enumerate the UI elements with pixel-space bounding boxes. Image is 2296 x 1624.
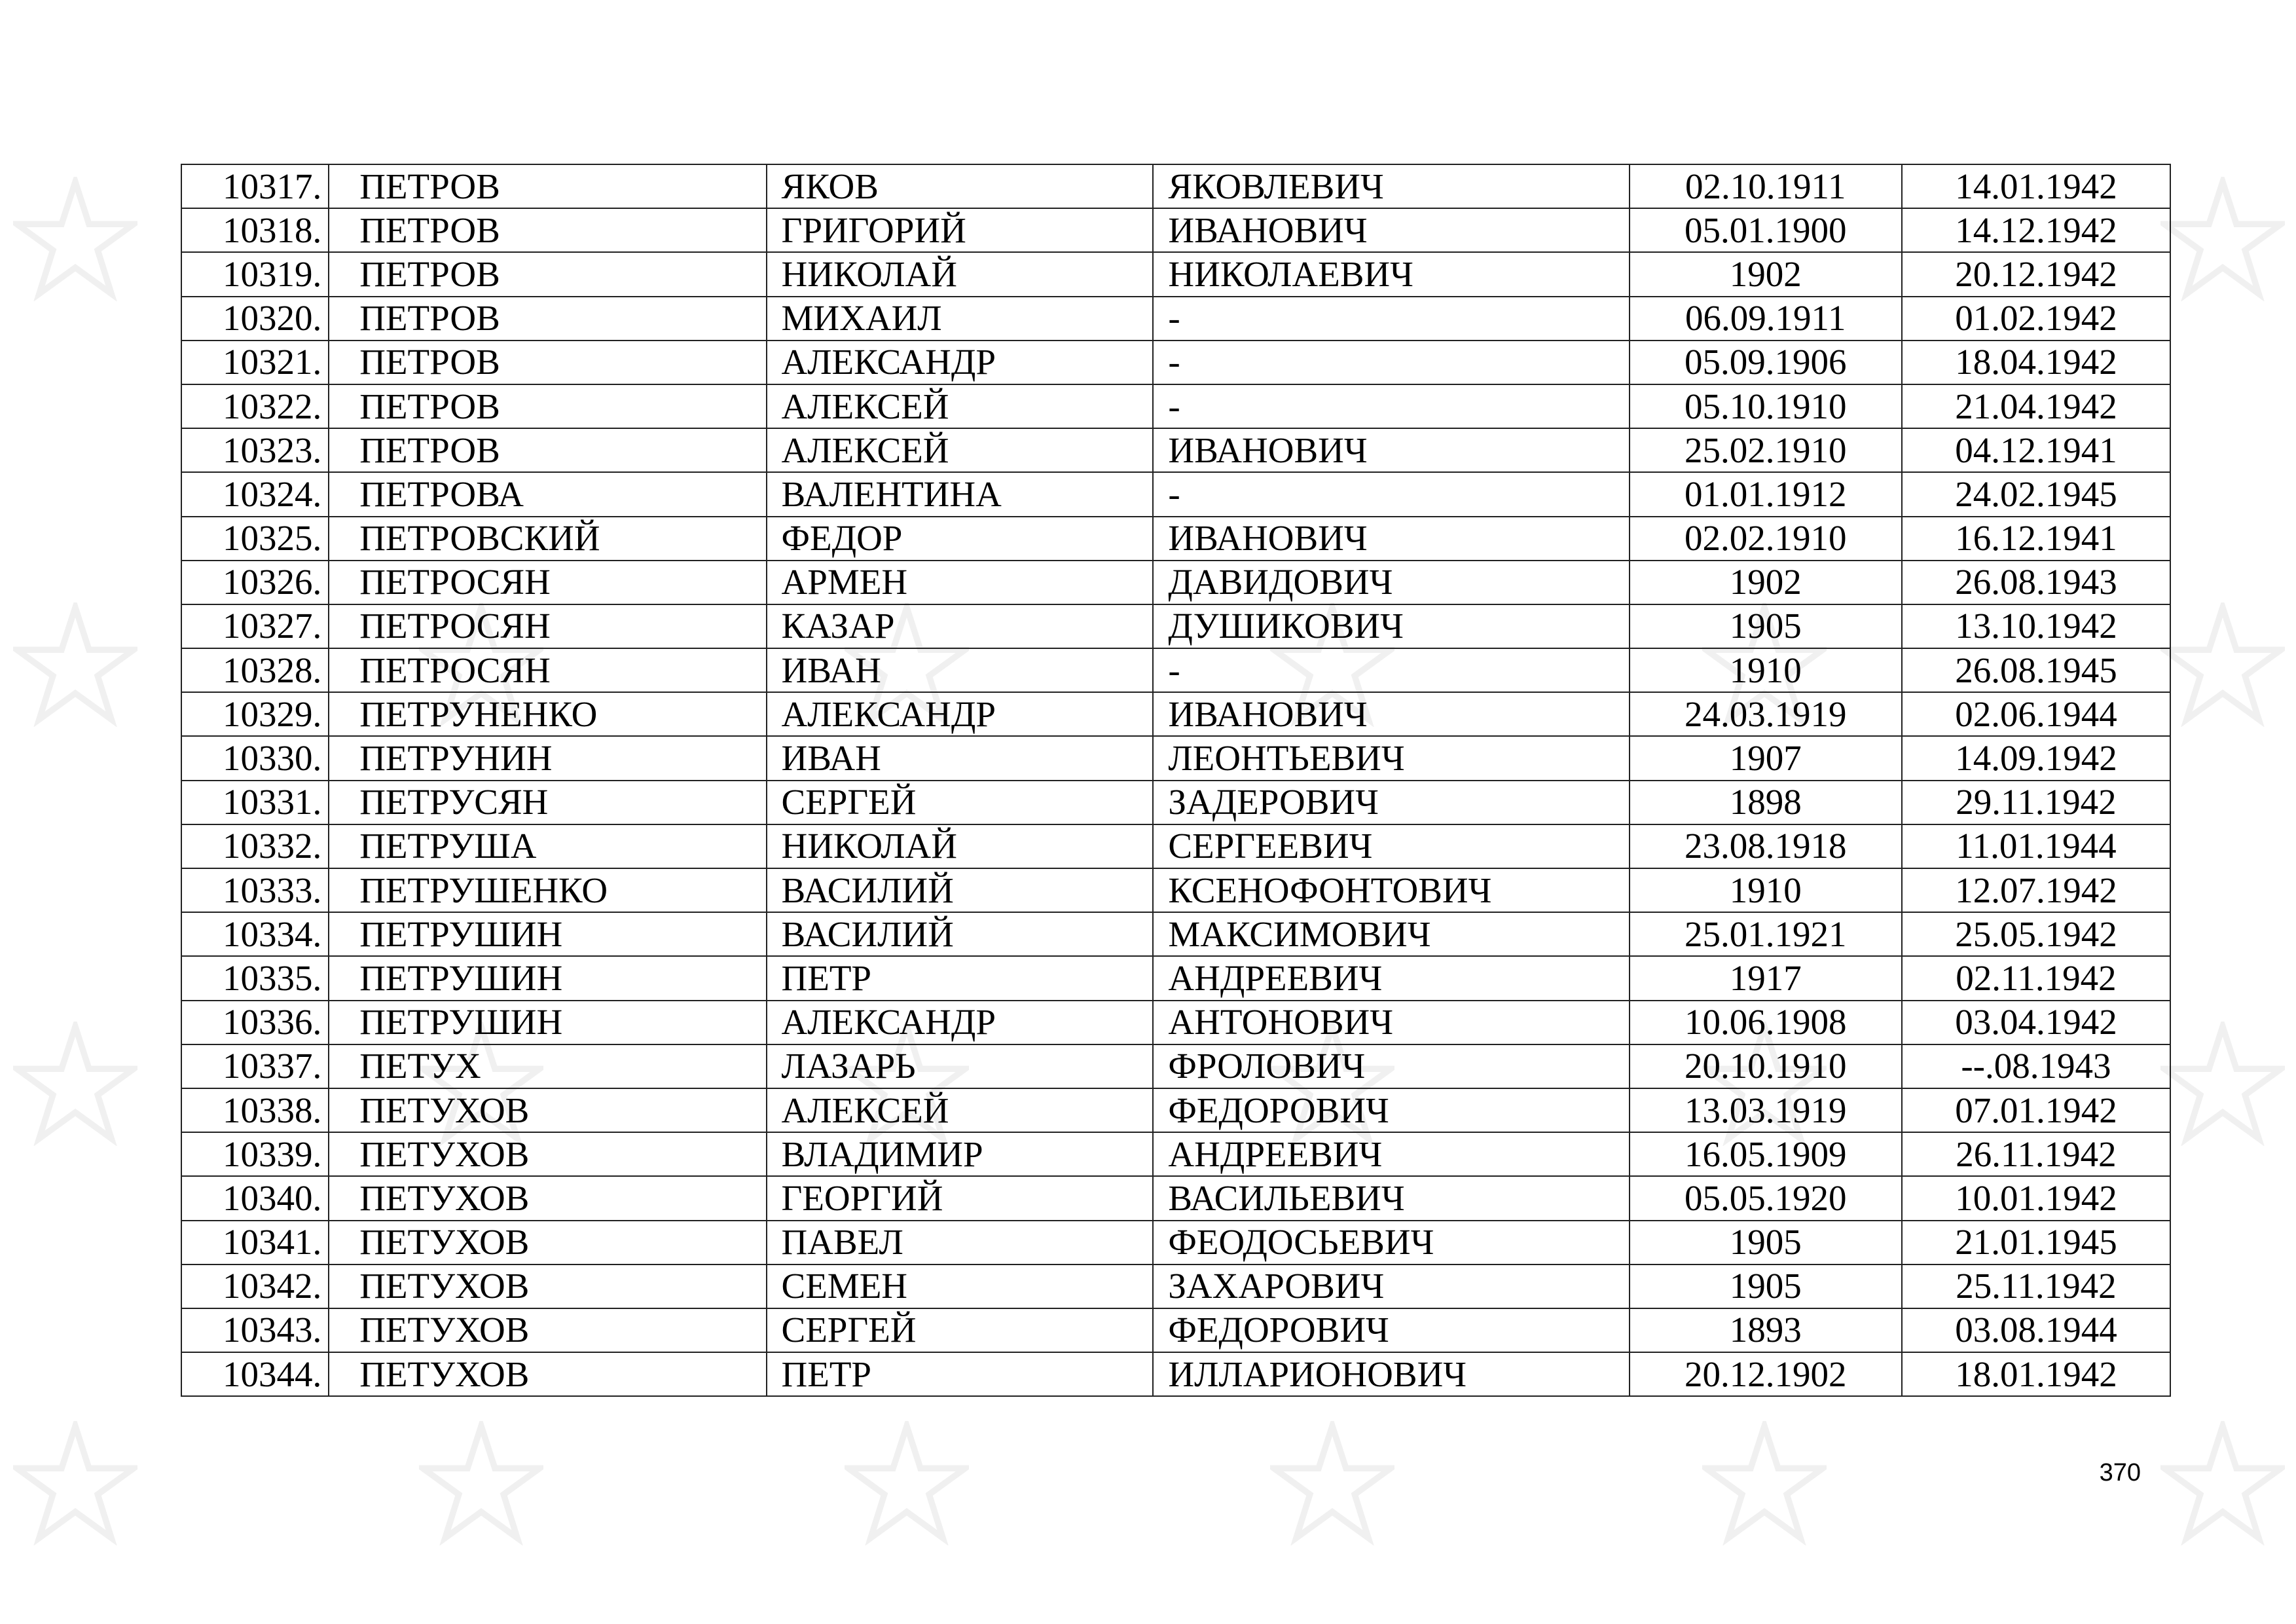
birth-date-cell: 02.02.1910 bbox=[1630, 517, 1902, 561]
birth-date-cell: 1902 bbox=[1630, 252, 1902, 296]
first-name-cell: АРМЕН bbox=[767, 561, 1154, 604]
patronymic-cell: - bbox=[1153, 297, 1629, 341]
record-number-cell: 10336. bbox=[181, 1001, 329, 1044]
first-name-cell: СЕРГЕЙ bbox=[767, 1308, 1154, 1352]
record-number-cell: 10340. bbox=[181, 1176, 329, 1220]
last-name-cell: ПЕТРОВ bbox=[329, 164, 766, 208]
patronymic-cell: ИВАНОВИЧ bbox=[1153, 428, 1629, 472]
birth-date-cell: 10.06.1908 bbox=[1630, 1001, 1902, 1044]
patronymic-cell: КСЕНОФОНТОВИЧ bbox=[1153, 868, 1629, 912]
record-number-cell: 10333. bbox=[181, 868, 329, 912]
last-name-cell: ПЕТРУНЕНКО bbox=[329, 692, 766, 736]
record-number-cell: 10321. bbox=[181, 341, 329, 384]
last-name-cell: ПЕТРОВ bbox=[329, 428, 766, 472]
record-number-cell: 10337. bbox=[181, 1044, 329, 1088]
birth-date-cell: 1910 bbox=[1630, 868, 1902, 912]
record-number-cell: 10338. bbox=[181, 1088, 329, 1132]
death-date-cell: 04.12.1941 bbox=[1902, 428, 2170, 472]
table-row bbox=[181, 428, 2170, 472]
star-watermark-icon bbox=[2160, 602, 2285, 727]
patronymic-cell: ИВАНОВИЧ bbox=[1153, 517, 1629, 561]
last-name-cell: ПЕТУХОВ bbox=[329, 1308, 766, 1352]
first-name-cell: АЛЕКСАНДР bbox=[767, 692, 1154, 736]
table-row bbox=[181, 1264, 2170, 1308]
table-row bbox=[181, 1088, 2170, 1132]
record-number-cell: 10339. bbox=[181, 1132, 329, 1176]
death-date-cell: 02.06.1944 bbox=[1902, 692, 2170, 736]
death-date-cell: --.08.1943 bbox=[1902, 1044, 2170, 1088]
record-number-cell: 10335. bbox=[181, 956, 329, 1000]
table-row bbox=[181, 781, 2170, 824]
first-name-cell: ГРИГОРИЙ bbox=[767, 208, 1154, 252]
table-row bbox=[181, 1352, 2170, 1396]
first-name-cell: ФЕДОР bbox=[767, 517, 1154, 561]
last-name-cell: ПЕТРОВ bbox=[329, 341, 766, 384]
first-name-cell: АЛЕКСЕЙ bbox=[767, 428, 1154, 472]
first-name-cell: НИКОЛАЙ bbox=[767, 252, 1154, 296]
last-name-cell: ПЕТРУШИН bbox=[329, 956, 766, 1000]
death-date-cell: 26.11.1942 bbox=[1902, 1132, 2170, 1176]
table-row bbox=[181, 341, 2170, 384]
table-row bbox=[181, 1176, 2170, 1220]
table-row bbox=[181, 868, 2170, 912]
last-name-cell: ПЕТРОВ bbox=[329, 297, 766, 341]
death-date-cell: 03.08.1944 bbox=[1902, 1308, 2170, 1352]
death-date-cell: 20.12.1942 bbox=[1902, 252, 2170, 296]
last-name-cell: ПЕТРУНИН bbox=[329, 736, 766, 780]
patronymic-cell: ЛЕОНТЬЕВИЧ bbox=[1153, 736, 1629, 780]
last-name-cell: ПЕТУХОВ bbox=[329, 1352, 766, 1396]
last-name-cell: ПЕТРОВ bbox=[329, 208, 766, 252]
star-watermark-icon bbox=[13, 1022, 137, 1146]
register-table bbox=[181, 164, 2171, 1397]
last-name-cell: ПЕТРУСЯН bbox=[329, 781, 766, 824]
table-row bbox=[181, 1221, 2170, 1264]
patronymic-cell: ВАСИЛЬЕВИЧ bbox=[1153, 1176, 1629, 1220]
death-date-cell: 14.01.1942 bbox=[1902, 164, 2170, 208]
death-date-cell: 16.12.1941 bbox=[1902, 517, 2170, 561]
death-date-cell: 18.01.1942 bbox=[1902, 1352, 2170, 1396]
birth-date-cell: 1898 bbox=[1630, 781, 1902, 824]
last-name-cell: ПЕТУХОВ bbox=[329, 1176, 766, 1220]
patronymic-cell: ИЛЛАРИОНОВИЧ bbox=[1153, 1352, 1629, 1396]
death-date-cell: 11.01.1944 bbox=[1902, 824, 2170, 868]
death-date-cell: 25.11.1942 bbox=[1902, 1264, 2170, 1308]
last-name-cell: ПЕТРУШИН bbox=[329, 912, 766, 956]
patronymic-cell: ЗАХАРОВИЧ bbox=[1153, 1264, 1629, 1308]
first-name-cell: СЕРГЕЙ bbox=[767, 781, 1154, 824]
page-number: 370 bbox=[2099, 1459, 2141, 1486]
birth-date-cell: 16.05.1909 bbox=[1630, 1132, 1902, 1176]
death-date-cell: 02.11.1942 bbox=[1902, 956, 2170, 1000]
patronymic-cell: ФРОЛОВИЧ bbox=[1153, 1044, 1629, 1088]
first-name-cell: ВАСИЛИЙ bbox=[767, 912, 1154, 956]
table-row bbox=[181, 384, 2170, 428]
last-name-cell: ПЕТРОСЯН bbox=[329, 561, 766, 604]
table-row bbox=[181, 517, 2170, 561]
first-name-cell: АЛЕКСЕЙ bbox=[767, 1088, 1154, 1132]
birth-date-cell: 06.09.1911 bbox=[1630, 297, 1902, 341]
last-name-cell: ПЕТУХОВ bbox=[329, 1132, 766, 1176]
patronymic-cell: - bbox=[1153, 341, 1629, 384]
table-row bbox=[181, 604, 2170, 648]
star-watermark-icon bbox=[1702, 1421, 1827, 1545]
table-row bbox=[181, 1001, 2170, 1044]
last-name-cell: ПЕТУХОВ bbox=[329, 1088, 766, 1132]
last-name-cell: ПЕТРОСЯН bbox=[329, 604, 766, 648]
patronymic-cell: АНДРЕЕВИЧ bbox=[1153, 956, 1629, 1000]
record-number-cell: 10332. bbox=[181, 824, 329, 868]
patronymic-cell: - bbox=[1153, 384, 1629, 428]
death-date-cell: 26.08.1943 bbox=[1902, 561, 2170, 604]
first-name-cell: ГЕОРГИЙ bbox=[767, 1176, 1154, 1220]
birth-date-cell: 1902 bbox=[1630, 561, 1902, 604]
patronymic-cell: ИВАНОВИЧ bbox=[1153, 208, 1629, 252]
patronymic-cell: НИКОЛАЕВИЧ bbox=[1153, 252, 1629, 296]
table-row bbox=[181, 912, 2170, 956]
birth-date-cell: 13.03.1919 bbox=[1630, 1088, 1902, 1132]
record-number-cell: 10322. bbox=[181, 384, 329, 428]
table-row bbox=[181, 648, 2170, 692]
patronymic-cell: АНДРЕЕВИЧ bbox=[1153, 1132, 1629, 1176]
death-date-cell: 03.04.1942 bbox=[1902, 1001, 2170, 1044]
table-row bbox=[181, 1044, 2170, 1088]
birth-date-cell: 05.10.1910 bbox=[1630, 384, 1902, 428]
first-name-cell: ЯКОВ bbox=[767, 164, 1154, 208]
first-name-cell: ПЕТР bbox=[767, 956, 1154, 1000]
death-date-cell: 18.04.1942 bbox=[1902, 341, 2170, 384]
record-number-cell: 10317. bbox=[181, 164, 329, 208]
record-number-cell: 10320. bbox=[181, 297, 329, 341]
record-number-cell: 10331. bbox=[181, 781, 329, 824]
record-number-cell: 10319. bbox=[181, 252, 329, 296]
last-name-cell: ПЕТРОСЯН bbox=[329, 648, 766, 692]
star-watermark-icon bbox=[2160, 1022, 2285, 1146]
record-number-cell: 10318. bbox=[181, 208, 329, 252]
first-name-cell: ПАВЕЛ bbox=[767, 1221, 1154, 1264]
record-number-cell: 10342. bbox=[181, 1264, 329, 1308]
table-row bbox=[181, 824, 2170, 868]
death-date-cell: 24.02.1945 bbox=[1902, 472, 2170, 516]
patronymic-cell: ИВАНОВИЧ bbox=[1153, 692, 1629, 736]
first-name-cell: КАЗАР bbox=[767, 604, 1154, 648]
birth-date-cell: 05.05.1920 bbox=[1630, 1176, 1902, 1220]
record-number-cell: 10328. bbox=[181, 648, 329, 692]
first-name-cell: СЕМЕН bbox=[767, 1264, 1154, 1308]
patronymic-cell: АНТОНОВИЧ bbox=[1153, 1001, 1629, 1044]
birth-date-cell: 1907 bbox=[1630, 736, 1902, 780]
last-name-cell: ПЕТУХОВ bbox=[329, 1221, 766, 1264]
star-watermark-icon bbox=[13, 1421, 137, 1545]
patronymic-cell: СЕРГЕЕВИЧ bbox=[1153, 824, 1629, 868]
first-name-cell: ВЛАДИМИР bbox=[767, 1132, 1154, 1176]
birth-date-cell: 20.10.1910 bbox=[1630, 1044, 1902, 1088]
first-name-cell: ВАЛЕНТИНА bbox=[767, 472, 1154, 516]
birth-date-cell: 05.01.1900 bbox=[1630, 208, 1902, 252]
record-number-cell: 10325. bbox=[181, 517, 329, 561]
record-number-cell: 10329. bbox=[181, 692, 329, 736]
star-watermark-icon bbox=[1270, 1421, 1394, 1545]
table-row bbox=[181, 736, 2170, 780]
register-table-body bbox=[181, 164, 2170, 1396]
record-number-cell: 10344. bbox=[181, 1352, 329, 1396]
birth-date-cell: 25.01.1921 bbox=[1630, 912, 1902, 956]
death-date-cell: 07.01.1942 bbox=[1902, 1088, 2170, 1132]
table-row bbox=[181, 208, 2170, 252]
star-watermark-icon bbox=[845, 1421, 969, 1545]
table-row bbox=[181, 252, 2170, 296]
patronymic-cell: ФЕДОРОВИЧ bbox=[1153, 1088, 1629, 1132]
patronymic-cell: - bbox=[1153, 472, 1629, 516]
birth-date-cell: 1905 bbox=[1630, 1221, 1902, 1264]
last-name-cell: ПЕТРОВСКИЙ bbox=[329, 517, 766, 561]
last-name-cell: ПЕТРОВ bbox=[329, 252, 766, 296]
death-date-cell: 14.09.1942 bbox=[1902, 736, 2170, 780]
first-name-cell: ИВАН bbox=[767, 736, 1154, 780]
table-row bbox=[181, 164, 2170, 208]
patronymic-cell: ФЕОДОСЬЕВИЧ bbox=[1153, 1221, 1629, 1264]
death-date-cell: 26.08.1945 bbox=[1902, 648, 2170, 692]
first-name-cell: МИХАИЛ bbox=[767, 297, 1154, 341]
patronymic-cell: МАКСИМОВИЧ bbox=[1153, 912, 1629, 956]
patronymic-cell: ЯКОВЛЕВИЧ bbox=[1153, 164, 1629, 208]
record-number-cell: 10343. bbox=[181, 1308, 329, 1352]
star-watermark-icon bbox=[13, 177, 137, 301]
death-date-cell: 12.07.1942 bbox=[1902, 868, 2170, 912]
first-name-cell: АЛЕКСЕЙ bbox=[767, 384, 1154, 428]
death-date-cell: 13.10.1942 bbox=[1902, 604, 2170, 648]
patronymic-cell: ДАВИДОВИЧ bbox=[1153, 561, 1629, 604]
death-date-cell: 10.01.1942 bbox=[1902, 1176, 2170, 1220]
table-row bbox=[181, 1308, 2170, 1352]
last-name-cell: ПЕТРОВ bbox=[329, 384, 766, 428]
star-watermark-icon bbox=[2160, 1421, 2285, 1545]
table-row bbox=[181, 1132, 2170, 1176]
birth-date-cell: 1893 bbox=[1630, 1308, 1902, 1352]
last-name-cell: ПЕТРУША bbox=[329, 824, 766, 868]
record-number-cell: 10326. bbox=[181, 561, 329, 604]
patronymic-cell: ЗАДЕРОВИЧ bbox=[1153, 781, 1629, 824]
birth-date-cell: 20.12.1902 bbox=[1630, 1352, 1902, 1396]
death-date-cell: 21.01.1945 bbox=[1902, 1221, 2170, 1264]
first-name-cell: НИКОЛАЙ bbox=[767, 824, 1154, 868]
birth-date-cell: 1905 bbox=[1630, 1264, 1902, 1308]
record-number-cell: 10341. bbox=[181, 1221, 329, 1264]
birth-date-cell: 24.03.1919 bbox=[1630, 692, 1902, 736]
last-name-cell: ПЕТУХОВ bbox=[329, 1264, 766, 1308]
birth-date-cell: 05.09.1906 bbox=[1630, 341, 1902, 384]
death-date-cell: 25.05.1942 bbox=[1902, 912, 2170, 956]
first-name-cell: ВАСИЛИЙ bbox=[767, 868, 1154, 912]
first-name-cell: АЛЕКСАНДР bbox=[767, 1001, 1154, 1044]
death-date-cell: 14.12.1942 bbox=[1902, 208, 2170, 252]
table-row bbox=[181, 472, 2170, 516]
record-number-cell: 10323. bbox=[181, 428, 329, 472]
birth-date-cell: 25.02.1910 bbox=[1630, 428, 1902, 472]
birth-date-cell: 23.08.1918 bbox=[1630, 824, 1902, 868]
last-name-cell: ПЕТУХ bbox=[329, 1044, 766, 1088]
last-name-cell: ПЕТРОВА bbox=[329, 472, 766, 516]
table-row bbox=[181, 561, 2170, 604]
death-date-cell: 01.02.1942 bbox=[1902, 297, 2170, 341]
record-number-cell: 10324. bbox=[181, 472, 329, 516]
birth-date-cell: 1905 bbox=[1630, 604, 1902, 648]
record-number-cell: 10327. bbox=[181, 604, 329, 648]
birth-date-cell: 01.01.1912 bbox=[1630, 472, 1902, 516]
birth-date-cell: 1917 bbox=[1630, 956, 1902, 1000]
star-watermark-icon bbox=[13, 602, 137, 727]
patronymic-cell: - bbox=[1153, 648, 1629, 692]
first-name-cell: ПЕТР bbox=[767, 1352, 1154, 1396]
star-watermark-icon bbox=[2160, 177, 2285, 301]
first-name-cell: АЛЕКСАНДР bbox=[767, 341, 1154, 384]
record-number-cell: 10330. bbox=[181, 736, 329, 780]
table-row bbox=[181, 297, 2170, 341]
patronymic-cell: ДУШИКОВИЧ bbox=[1153, 604, 1629, 648]
table-row bbox=[181, 692, 2170, 736]
patronymic-cell: ФЕДОРОВИЧ bbox=[1153, 1308, 1629, 1352]
star-watermark-icon bbox=[419, 1421, 543, 1545]
record-number-cell: 10334. bbox=[181, 912, 329, 956]
birth-date-cell: 02.10.1911 bbox=[1630, 164, 1902, 208]
table-row bbox=[181, 956, 2170, 1000]
last-name-cell: ПЕТРУШИН bbox=[329, 1001, 766, 1044]
death-date-cell: 29.11.1942 bbox=[1902, 781, 2170, 824]
birth-date-cell: 1910 bbox=[1630, 648, 1902, 692]
last-name-cell: ПЕТРУШЕНКО bbox=[329, 868, 766, 912]
first-name-cell: ЛАЗАРЬ bbox=[767, 1044, 1154, 1088]
death-date-cell: 21.04.1942 bbox=[1902, 384, 2170, 428]
first-name-cell: ИВАН bbox=[767, 648, 1154, 692]
